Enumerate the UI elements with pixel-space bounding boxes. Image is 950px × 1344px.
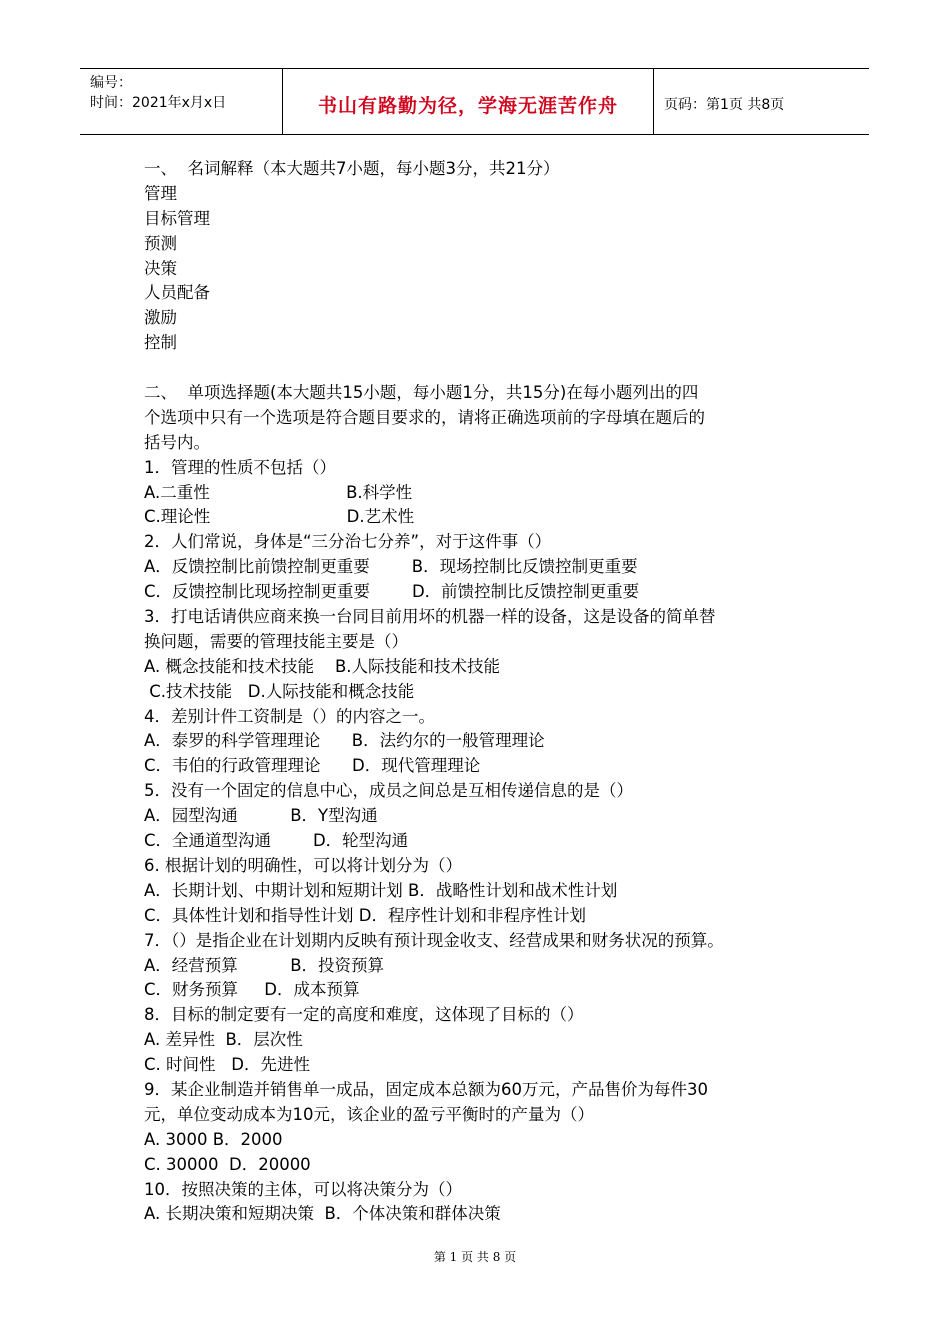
text-line: C．具体性计划和指导性计划 D．程序性计划和非程序性计划 (144, 905, 586, 925)
text-line: 8．目标的制定要有一定的高度和难度，这体现了目标的（） (144, 1005, 584, 1025)
text-line: 4．差别计件工资制是（）的内容之一。 (144, 706, 435, 726)
text-line: A. 概念技能和技术技能 B.人际技能和技术技能 (144, 656, 501, 676)
text-line: 管理 (144, 183, 177, 203)
text-line: C．全通道型沟通 D．轮型沟通 (144, 831, 409, 851)
page-header (80, 68, 869, 135)
text-line: A．园型沟通 B．Y型沟通 (144, 806, 378, 826)
text-line: 二、 单项选择题(本大题共15小题，每小题1分，共15分)在每小题列出的四 (144, 383, 699, 403)
text-line: 7．（）是指企业在计划期内反映有预计现金收支、经营成果和财务状况的预算。 (144, 930, 724, 950)
text-line: C.技术技能 D.人际技能和概念技能 (144, 681, 415, 701)
text-line: A. 差异性 B．层次性 (144, 1030, 303, 1050)
text-line: 目标管理 (144, 208, 210, 228)
header-motto: 书山有路勤为径，学海无涯苦作舟 (283, 69, 654, 134)
text-line: C．财务预算 D．成本预算 (144, 980, 360, 1000)
text-line: 9．某企业制造并销售单一成品，固定成本总额为60万元，产品售价为每件30 (144, 1079, 708, 1099)
text-line: C．反馈控制比现场控制更重要 D．前馈控制比反馈控制更重要 (144, 582, 640, 602)
text-line: A.二重性 B.科学性 (144, 482, 413, 502)
page-footer: 第 1 页 共 8 页 (433, 1250, 517, 1264)
text-line: 决策 (144, 258, 177, 278)
text-line: A．反馈控制比前馈控制更重要 B．现场控制比反馈控制更重要 (144, 557, 638, 577)
text-line: C.理论性 D.艺术性 (144, 507, 415, 527)
text-line: 2．人们常说，身体是“三分治七分养”，对于这件事（） (144, 532, 552, 552)
text-line: 3．打电话请供应商来换一台同目前用坏的机器一样的设备，这是设备的简单替 (144, 607, 716, 627)
text-line: 预测 (144, 233, 177, 253)
text-line: 换问题，需要的管理技能主要是（） (144, 631, 408, 651)
text-line: C．韦伯的行政管理理论 D．现代管理理论 (144, 756, 481, 776)
text-line: 10．按照决策的主体，可以将决策分为（） (144, 1179, 462, 1199)
text-line: 5．没有一个固定的信息中心，成员之间总是互相传递信息的是（） (144, 781, 633, 801)
serial-number-label: 编号： (90, 75, 132, 91)
header-page-info: 页码：第1页 共8页 (664, 96, 785, 113)
text-line: A．经营预算 B．投资预算 (144, 955, 385, 975)
text-line: 激励 (144, 308, 177, 328)
text-line: 控制 (144, 333, 177, 353)
text-line: 1．管理的性质不包括（） (144, 457, 336, 477)
text-line: A. 长期决策和短期决策 B．个体决策和群体决策 (144, 1204, 501, 1224)
time-label: 时间：2021年x月x日 (90, 95, 227, 111)
text-line: 括号内。 (144, 432, 210, 452)
text-line: 人员配备 (144, 283, 210, 303)
text-line: 个选项中只有一个选项是符合题目要求的，请将正确选项前的字母填在题后的 (144, 407, 705, 427)
text-line: A．泰罗的科学管理理论 B．法约尔的一般管理理论 (144, 731, 545, 751)
text-line: 6. 根据计划的明确性，可以将计划分为（） (144, 855, 462, 875)
text-line: A．长期计划、中期计划和短期计划 B．战略性计划和战术性计划 (144, 880, 618, 900)
text-line: C. 时间性 D．先进性 (144, 1055, 310, 1075)
text-line: A. 3000 B．2000 (144, 1129, 283, 1149)
text-line: C. 30000 D．20000 (144, 1154, 311, 1174)
text-line (144, 356, 824, 381)
text-line: 元，单位变动成本为10元，该企业的盈亏平衡时的产量为（） (144, 1104, 594, 1124)
text-line: 一、 名词解释（本大题共7小题，每小题3分，共21分） (144, 159, 560, 178)
header-meta (80, 69, 283, 134)
document-body (144, 157, 824, 1227)
